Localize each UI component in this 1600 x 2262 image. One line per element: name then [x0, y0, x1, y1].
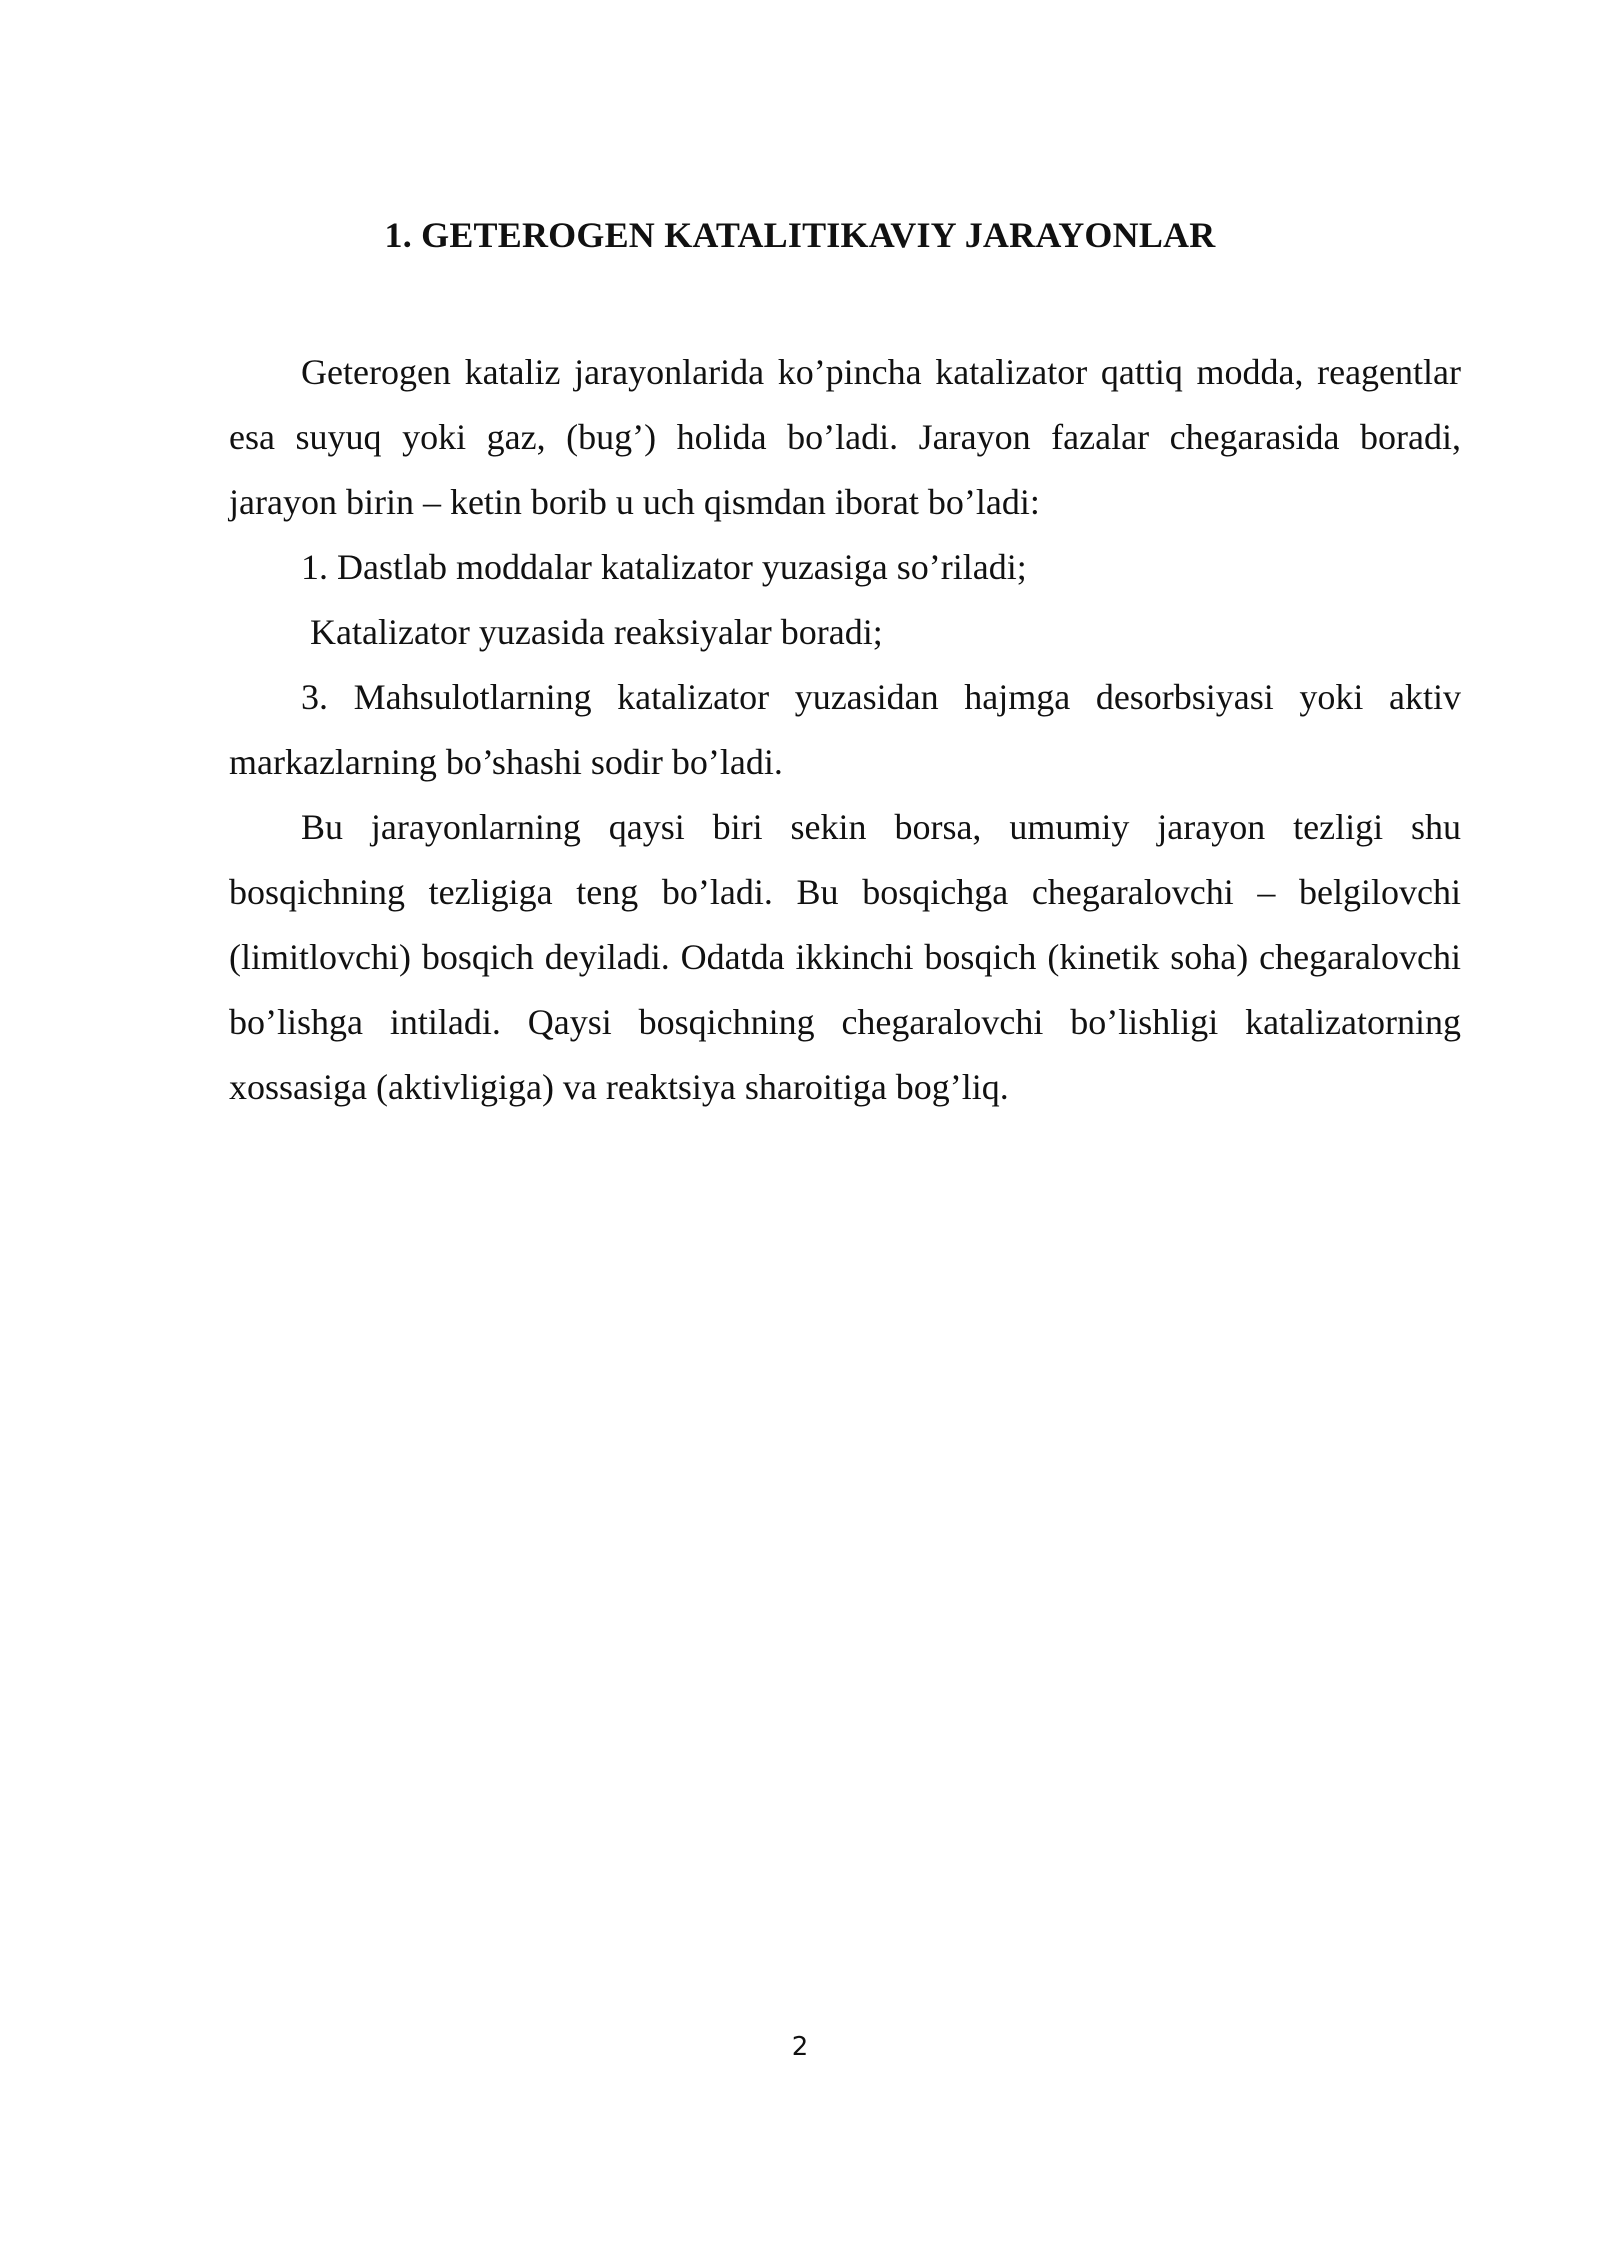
- step-1-paragraph: 1. Dastlab moddalar katalizator yuzasiga so’riladi;: [301, 547, 1027, 587]
- document-body: [229, 340, 1461, 1120]
- step-2-paragraph: Katalizator yuzasida reaksiyalar boradi;: [310, 612, 883, 652]
- section-title: 1. GETEROGEN KATALITIKAVIY JARAYONLAR: [384, 215, 1216, 255]
- page-number: 2: [791, 2032, 809, 2062]
- limiting-stage-paragraph: Bu jarayonlarning qaysi biri sekin borsa, umumiy jarayon tezligi shu bosqichning tezligiga teng bo’ladi. Bu bosqichga chegaralovchi – belgilovchi (limitlovchi) bosqich deyiladi. Odatda ikkinchi bosqich (kinetik soha) chegaralovchi bo’lishga intiladi. Qaysi bosqichning chegaralovchi bo’lishligi katalizatorning xossasiga (aktivligiga) va reaktsiya sharoitiga bog’liq.: [229, 807, 1461, 1107]
- step-3-paragraph: 3. Mahsulotlarning katalizator yuzasidan hajmga desorbsiyasi yoki aktiv markazlarning bo’shashi sodir bo’ladi.: [229, 677, 1461, 782]
- intro-paragraph: Geterogen kataliz jarayonlarida ko’pincha katalizator qattiq modda, reagentlar esa suyuq yoki gaz, (bug’) holida bo’ladi. Jarayon fazalar chegarasida boradi, jarayon birin – ketin borib u uch qismdan iborat bo’ladi:: [229, 352, 1461, 522]
